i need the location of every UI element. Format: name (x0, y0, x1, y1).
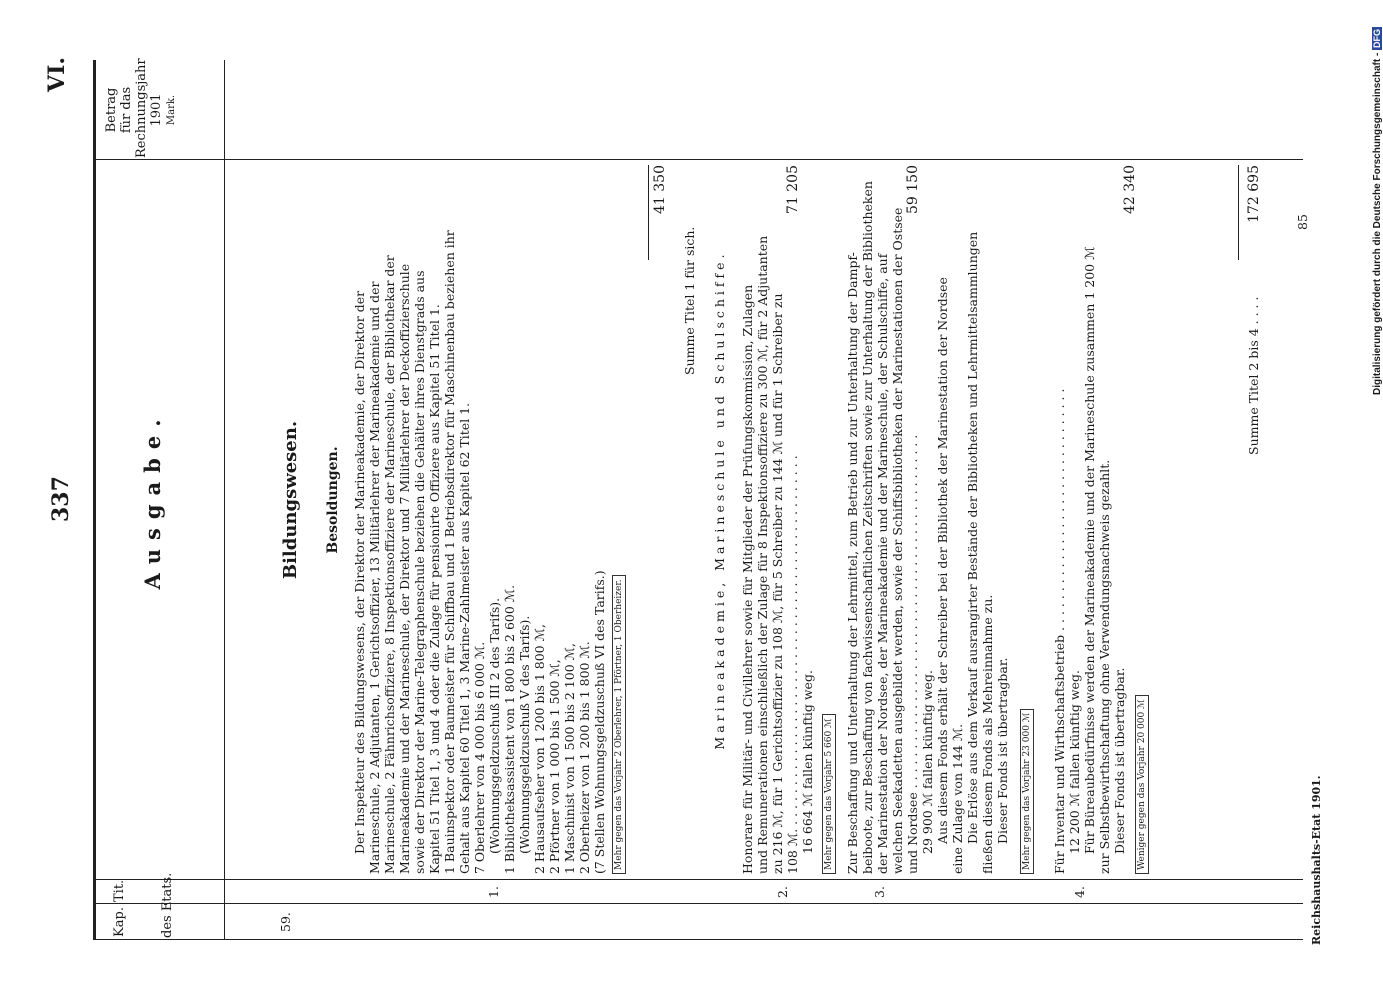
section-numeral: VI. (44, 56, 70, 92)
text-line: Gehalt aus Kapitel 60 Titel 1, 3 Marine-Zahlmeister aus Kapitel 62 Titel 1. (457, 402, 472, 874)
text-line: Der Inspekteur des Bildungswesens, der Direktor der Marineakademie, der Direktor der (352, 290, 367, 854)
subtotal-rule (648, 165, 649, 260)
text-line: 2 Oberheizer von 1 200 bis 1 800 ℳ. (577, 641, 592, 874)
text-line: Marineakademie und der Marineschule, der Direktor und 7 Militärlehrer der Deckoffizierschule (397, 263, 412, 874)
text-line: zu 216 ℳ, für 1 Gerichtsoffizier zu 108 ℳ, für 5 Schreiber zu 144 ℳ und für 1 Schreiber zu (770, 293, 785, 874)
header-title: Ausgabe. (140, 410, 165, 590)
text-line: Dieser Fonds ist übertragbar. (995, 657, 1010, 844)
footer-source: Reichshaushalts-Etat 1901. (1310, 775, 1323, 945)
text-line: sowie der Direktor der Marine-Telegraphenschule beziehen die Gehälter ihres Dienstgrads aus (412, 270, 427, 874)
col-rule-text (93, 879, 1303, 880)
text-line: Honorare für Militär- und Civillehrer sowie für Mitglieder der Prüfungskommission, Zulagen (740, 284, 755, 874)
text-line: 108 ℳ. . . . . . . . . . . . . . . . . . . . . . . . . . . . . . . . . . . . . . . . . . . . . . . . (785, 455, 800, 874)
amount-label-line: Betrag (104, 87, 119, 133)
text-line: Dieser Fonds ist übertragbar. (1112, 667, 1127, 854)
header-des-etats: des Etats. (160, 872, 175, 938)
text-line: Marineschule, 2 Adjutanten, 1 Gerichtsoffizier, 13 Militärlehrer der Marineakademie und der (367, 281, 382, 874)
amount-label-line: 1901 (149, 93, 164, 127)
chapter-kap: 59. (278, 912, 293, 932)
titel-2-amount: 71 205 (785, 165, 801, 214)
amount-unit: Mark. (166, 94, 177, 126)
col-rule-amount (93, 159, 1303, 160)
text-line: beiboote, zur Beschaffung von fachwissenschaftlichen Zeitschriften sowie zur Unterhaltung der Bibliotheken (860, 181, 875, 874)
text-line: 7 Oberlehrer von 4 000 bis 6 000 ℳ. (472, 641, 487, 874)
footer-page: 85 (1295, 214, 1310, 230)
page-number: 337 (48, 476, 74, 522)
text-line: fließen diesem Fonds als Mehreinnahme zu. (980, 594, 995, 874)
text-line: (7 Stellen Wohnungsgeldzuschuß VI des Tarifs.) (592, 570, 607, 874)
text-line: der Marinestation der Nordsee, der Marineakademie und der Marineschule, der Schulschiffe, auf (875, 253, 890, 874)
text-line: (Wohnungsgeldzuschuß V des Tarifs). (517, 615, 532, 854)
header-tit: Tit. (112, 879, 127, 902)
frame-top-rule (93, 60, 96, 940)
change-note: Weniger gegen das Vorjahr 20 000 ℳ (1135, 695, 1149, 874)
change-note: Mehr gegen das Vorjahr 23 000 ℳ (1020, 709, 1034, 874)
text-line: Kapitel 51 Titel 1, 3 und 4 oder die Zulage für pensionirte Offiziere aus Kapitel 51 Titel 1. (427, 304, 442, 874)
summe-amount: 172 695 (1246, 165, 1262, 223)
titel-number: 1. (486, 886, 501, 898)
amount-label-line: für das (119, 86, 134, 134)
titel-1-text (352, 224, 607, 874)
change-note: Mehr gegen das Vorjahr 2 Oberlehrer, 1 Pförtner, 1 Oberheizer. (612, 575, 626, 874)
summe-titel-2-4: Summe Titel 2 bis 4 . . . . (1246, 296, 1261, 455)
text-line: 12 200 ℳ fallen künftig weg. (1067, 670, 1082, 854)
header-kap: Kap. (112, 907, 127, 937)
text-line: 1 Maschinist von 1 500 bis 2 100 ℳ, (562, 643, 577, 874)
titel-number: 3. (872, 886, 887, 898)
header-amount (104, 58, 179, 158)
dfg-logo: DFG (1372, 28, 1382, 48)
titel-number: 2. (775, 886, 790, 898)
text-line: 1 Bibliotheksassistent von 1 800 bis 2 600 ℳ. (502, 584, 517, 874)
text-line: (Wohnungsgeldzuschuß III 2 des Tarifs). (487, 597, 502, 854)
text-line: Zur Beschaffung und Unterhaltung der Lehrmittel, zum Betrieb und zur Unterhaltung der Dampf- (845, 252, 860, 874)
summe-titel-1: Summe Titel 1 für sich. (682, 226, 697, 375)
text-line: und Remunerationen einschließlich der Zulage für 8 Inspektionsoffiziere zu 300 ℳ, für 2 Adjutanten (755, 235, 770, 874)
header-bottom-rule (224, 60, 225, 940)
text-line: Für Inventar und Wirthschaftsbetrieb . . . . . . . . . . . . . . . . . . . . . . . . . . . . . . . (1052, 388, 1067, 874)
text-line: Aus diesem Fonds erhält der Schreiber bei der Bibliothek der Marinestation der Nordsee (935, 277, 950, 844)
text-line: 2 Pförtner von 1 000 bis 1 500 ℳ, (547, 659, 562, 874)
chapter-subheading: Besoldungen. (325, 446, 341, 554)
text-line: 16 664 ℳ fallen künftig weg. (800, 670, 815, 854)
change-note: Mehr gegen das Vorjahr 5 660 ℳ (822, 714, 836, 874)
col-rule-kap (93, 939, 1303, 940)
titel-4-text (1052, 224, 1127, 874)
text-line: 29 900 ℳ fallen künftig weg. (920, 670, 935, 854)
titel-number: 4. (1072, 886, 1087, 898)
text-line: Marineschule, 2 Fähnrichsoffiziere, 8 Inspektionsoffiziere der Marineschule, der Bibliothekar der (382, 255, 397, 874)
amount-label-line: Rechnungsjahr (134, 58, 149, 158)
text-line: 1 Bauinspektor oder Baumeister für Schiffbau und 1 Betriebsdirektor für Maschinenbau beziehen ihr (442, 230, 457, 874)
total-rule (1238, 165, 1239, 260)
titel-4-amount: 42 340 (1122, 165, 1138, 214)
titel-1-amount: 41 350 (652, 165, 668, 214)
subsection-heading: Marineakademie, Marineschule und Schulschiffe. (712, 250, 727, 750)
text-line: Für Büreaubedürfnisse werden der Marineakademie und der Marineschule zusammen 1 200 ℳ (1082, 246, 1097, 854)
titel-2-text (740, 224, 815, 874)
titel-3-amount: 59 150 (905, 165, 921, 214)
text-line: 2 Hausaufseher von 1 200 bis 1 800 ℳ, (532, 624, 547, 874)
text-line: zur Selbstbewirthschaftung ohne Verwendungsnachweis gezahlt. (1097, 459, 1112, 874)
text-line: und Nordsee . . . . . . . . . . . . . . . . . . . . . . . . . . . . . . . . . . . . . . . . . . . . . (905, 434, 920, 874)
chapter-heading: Bildungswesen. (280, 420, 301, 580)
credit-text: Digitalisierung gefördert durch die Deutsche Forschungsgemeinschaft - (1372, 52, 1383, 395)
text-line: Die Erlöse aus dem Verkauf ausrangirter Bestände der Bibliotheken und Lehrmittelsammlungen (965, 231, 980, 844)
col-rule-tit (93, 903, 1303, 904)
text-line: eine Zulage von 144 ℳ. (950, 723, 965, 874)
text-line: welchen Seekadetten ausgebildet werden, sowie der Schiffsbibliotheken der Marinestationen der Ostsee (890, 207, 905, 874)
